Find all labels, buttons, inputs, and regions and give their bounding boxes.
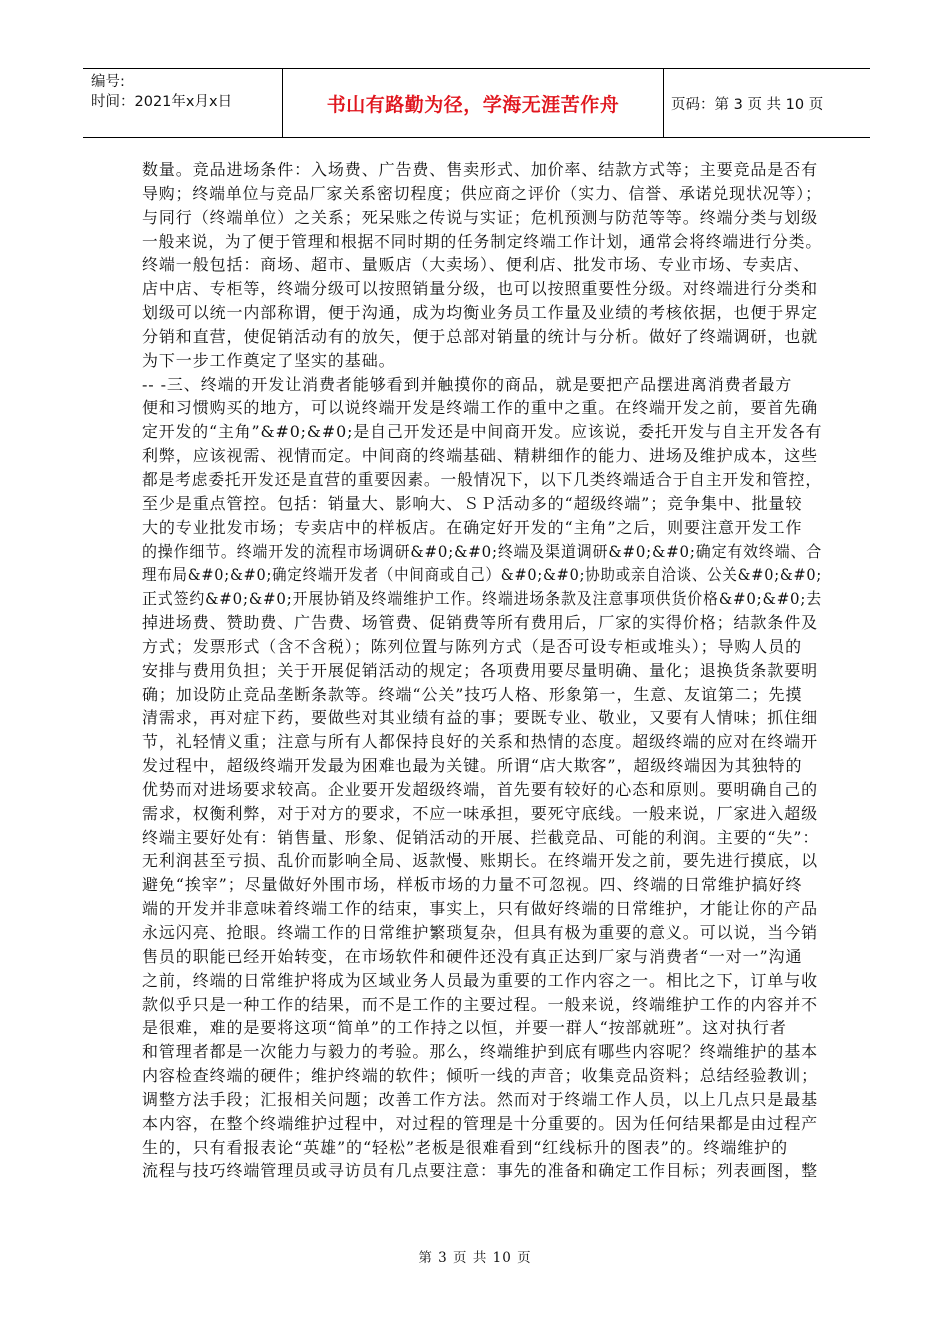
body-line: 正式签约&#0;&#0;开展协销及终端维护工作。终端进场条款及注意事项供货价格&#0;&#0;去 bbox=[142, 589, 823, 609]
body-line: 是很难，难的是要将这项“简单”的工作持之以恒，并要一群人“按部就班”。这对执行者 bbox=[142, 1018, 787, 1038]
page-footer: 第 3 页 共 10 页 bbox=[418, 1250, 532, 1266]
number-label: 编号: bbox=[91, 74, 125, 90]
body-line: 大的专业批发市场；专卖店中的样板店。在确定好开发的“主角”之后，则要注意开发工作 bbox=[142, 517, 803, 537]
body-line: 生的，只有看报表论“英雄”的“轻松”老板是很难看到“红线标升的图表”的。终端维护的 bbox=[142, 1137, 788, 1157]
page-header bbox=[83, 68, 870, 138]
body-line: -- -三、终端的开发让消费者能够看到并触摸你的商品，就是要把产品摆进离消费者最方 bbox=[142, 374, 793, 394]
body-line: 一般来说，为了便于管理和根据不同时期的任务制定终端工作计划，通常会将终端进行分类。 bbox=[142, 231, 822, 251]
body-line: 清需求，再对症下药，要做些对其业绩有益的事；要既专业、敬业，又要有人情味；抓住细 bbox=[142, 708, 819, 728]
body-line: 无利润甚至亏损、乱价而影响全局、返款慢、账期长。在终端开发之前，要先进行摸底，以 bbox=[142, 851, 819, 871]
body-line: 和管理者都是一次能力与毅力的考验。那么，终端维护到底有哪些内容呢？终端维护的基本 bbox=[142, 1042, 819, 1062]
body-line: 终端一般包括：商场、超市、量贩店（大卖场）、便利店、批发市场、专业市场、专卖店、 bbox=[142, 255, 811, 275]
body-line: 数量。竞品进场条件：入场费、广告费、售卖形式、加价率、结款方式等；主要竞品是否有 bbox=[142, 160, 819, 179]
body-line: 定开发的“主角”&#0;&#0;是自己开发还是中间商开发。应该说，委托开发与自主开发各有 bbox=[142, 422, 823, 442]
body-line: 为下一步工作奠定了坚实的基础。 bbox=[142, 350, 396, 370]
body-line: 避免“挨宰”；尽量做好外围市场，样板市场的力量不可忽视。四、终端的日常维护搞好终 bbox=[142, 875, 803, 895]
body-line: 的操作细节。终端开发的流程市场调研&#0;&#0;终端及渠道调研&#0;&#0;确定有效终端、合 bbox=[142, 541, 823, 561]
body-line: 流程与技巧终端管理员或寻访员有几点要注意：事先的准备和确定工作目标；列表画图，整 bbox=[142, 1161, 819, 1181]
body-line: 方式；发票形式（含不含税）；陈列位置与陈列方式（是否可设专柜或堆头）；导购人员的 bbox=[142, 636, 803, 656]
header-meta bbox=[83, 69, 283, 137]
body-line: 优势而对进场要求较高。企业要开发超级终端，首先要有较好的心态和原则。要明确自己的 bbox=[142, 779, 819, 799]
body-line: 理布局&#0;&#0;确定终端开发者（中间商或自己）&#0;&#0;协助或亲自洽谈、公关&#0;&#0; bbox=[142, 565, 823, 585]
body-line: 节，礼轻情义重；注意与所有人都保持良好的关系和热情的态度。超级终端的应对在终端开 bbox=[142, 732, 819, 752]
motto-text: 书山有路勤为径，学海无涯苦作舟 bbox=[326, 93, 620, 116]
body-line: 售员的职能已经开始转变，在市场软件和硬件还没有真正达到厂家与消费者“一对一”沟通 bbox=[142, 946, 803, 966]
body-line: 调整方法手段；汇报相关问题；改善工作方法。然而对于终端工作人员，以上几点只是最基 bbox=[142, 1089, 819, 1109]
body-line: 利弊，应该视需、视情而定。中间商的终端基础、精耕细作的能力、进场及维护成本，这些 bbox=[142, 446, 819, 466]
body-line: 都是考虑委托开发还是直营的重要因素。一般情况下，以下几类终端适合于自主开发和管控， bbox=[142, 469, 822, 489]
body-line: 导购；终端单位与竞品厂家关系密切程度；供应商之评价（实力、信誉、承诺兑现状况等）； bbox=[142, 183, 822, 203]
header-motto-cell bbox=[283, 69, 664, 137]
body-line: 终端主要好处有：销售量、形象、促销活动的开展、拦截竞品、可能的利润。主要的“失”： bbox=[142, 827, 820, 847]
body-line: 安排与费用负担；关于开展促销活动的规定；各项费用要尽量明确、量化；退换货条款要明 bbox=[142, 660, 819, 680]
body-line: 划级可以统一内部称谓，便于沟通，成为均衡业务员工作量及业绩的考核依据，也便于界定 bbox=[142, 303, 819, 323]
page-number-label: 页码：第 3 页 共 10 页 bbox=[671, 96, 824, 113]
body-line: 需求，权衡利弊，对于对方的要求，不应一味承担，要死守底线。一般来说，厂家进入超级 bbox=[142, 803, 819, 823]
body-line: 发过程中，超级终端开发最为困难也最为关键。所谓“店大欺客”，超级终端因为其独特的 bbox=[142, 756, 803, 776]
body-line: 本内容，在整个终端维护过程中，对过程的管理是十分重要的。因为任何结果都是由过程产 bbox=[142, 1113, 819, 1133]
body-line: 之前，终端的日常维护将成为区域业务人员最为重要的工作内容之一。相比之下，订单与收 bbox=[142, 970, 819, 990]
body-line: 分销和直营，使促销活动有的放矢，便于总部对销量的统计与分析。做好了终端调研，也就 bbox=[142, 326, 819, 346]
body-line: 端的开发并非意味着终端工作的结束，事实上，只有做好终端的日常维护，才能让你的产品 bbox=[142, 899, 819, 919]
body-line: 便和习惯购买的地方，可以说终端开发是终端工作的重中之重。在终端开发之前，要首先确 bbox=[142, 398, 819, 418]
document-body bbox=[142, 158, 822, 1183]
body-line: 至少是重点管控。包括：销量大、影响大、ＳＰ活动多的“超级终端”；竞争集中、批量较 bbox=[142, 493, 803, 513]
body-line: 与同行（终端单位）之关系；死呆账之传说与实证；危机预测与防范等等。终端分类与划级 bbox=[142, 207, 819, 227]
body-line: 确；加设防止竞品垄断条款等。终端“公关”技巧人格、形象第一，生意、友谊第二；先摸 bbox=[142, 684, 803, 704]
body-line: 永远闪亮、抢眼。终端工作的日常维护繁琐复杂，但具有极为重要的意义。可以说，当今销 bbox=[142, 923, 819, 942]
body-line: 内容检查终端的硬件；维护终端的软件；倾听一线的声音；收集竞品资料；总结经验教训； bbox=[142, 1066, 819, 1086]
body-line: 店中店、专柜等，终端分级可以按照销量分级，也可以按照重要性分级。对终端进行分类和 bbox=[142, 279, 819, 299]
time-label: 时间：2021年x月x日 bbox=[91, 94, 233, 110]
body-line: 款似乎只是一种工作的结果，而不是工作的主要过程。一般来说，终端维护工作的内容并不 bbox=[142, 994, 819, 1014]
body-line: 掉进场费、赞助费、广告费、场管费、促销费等所有费用后，厂家的实得价格；结款条件及 bbox=[142, 613, 819, 633]
